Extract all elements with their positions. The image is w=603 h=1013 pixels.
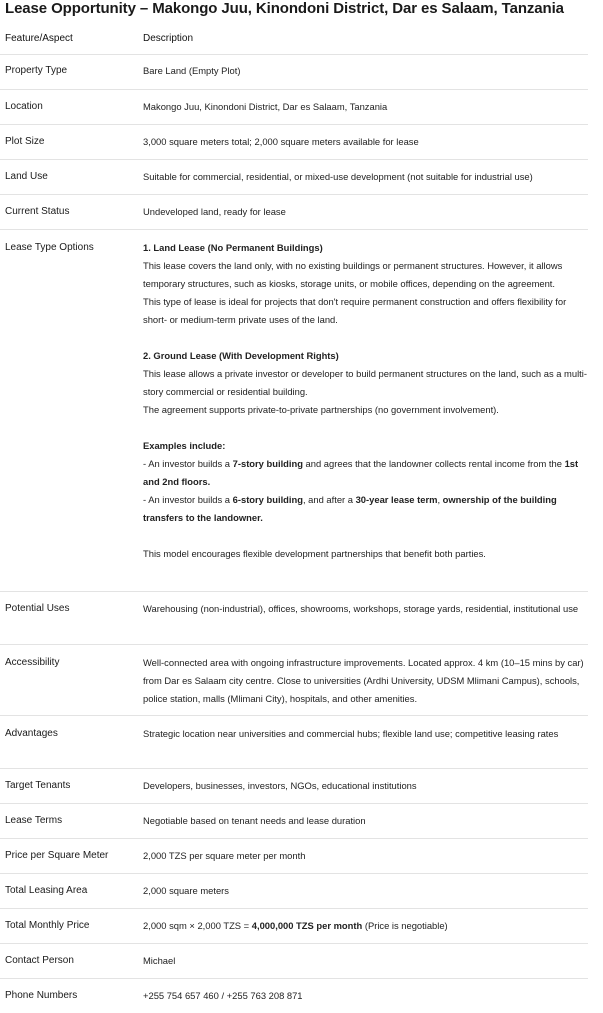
row-value: Michael (143, 955, 176, 966)
row-label: Land Use (5, 171, 48, 182)
header-description: Description (143, 33, 194, 44)
row-label: Lease Terms (5, 815, 63, 826)
row-label: Price per Square Meter (5, 850, 109, 861)
header-feature: Feature/Aspect (5, 33, 73, 44)
table-row-accessibility (0, 645, 588, 716)
option2-paragraph-2: The agreement supports private-to-private partnerships (no government involvement). (143, 404, 499, 415)
row-label: Accessibility (5, 657, 60, 668)
option1-paragraph-2: This type of lease is ideal for projects that don't require permanent construction and offers flexibility for short- or medium-term private uses of the land. (143, 296, 567, 325)
table-row-target-tenants (0, 769, 588, 804)
table-row-contact-person (0, 944, 588, 979)
row-value: Warehousing (non-industrial), offices, showrooms, workshops, storage yards, residential, institutional use (143, 603, 579, 614)
option1-title: 1. Land Lease (No Permanent Buildings) (143, 242, 323, 253)
row-value: Bare Land (Empty Plot) (143, 65, 241, 76)
table-row-total-area (0, 874, 588, 909)
option2-title: 2. Ground Lease (With Development Rights) (143, 350, 339, 361)
row-label: Plot Size (5, 136, 45, 147)
table-row-lease-type-options (0, 230, 588, 592)
example-2: - An investor builds a 6-story building, and after a 30-year lease term, ownership of the building transfers to the landowner. (143, 494, 557, 523)
row-value: Well-connected area with ongoing infrastructure improvements. Located approx. 4 km (10–15 mins by car) from Dar es Salaam city centre. Close to universities (Ardhi University, UDSM Mlimani Campus), schools, police station, malls (Mlimani City), hospitals, and other amenities. (143, 657, 584, 704)
examples-title: Examples include: (143, 440, 226, 451)
row-value: Suitable for commercial, residential, or mixed-use development (not suitable for industrial use) (143, 171, 533, 182)
table-header-row (0, 21, 588, 55)
table-row-current-status (0, 195, 588, 230)
row-value: 2,000 TZS per square meter per month (143, 850, 306, 861)
table-row-property-type (0, 55, 588, 90)
table-row-plot-size (0, 125, 588, 160)
row-label: Lease Type Options (5, 242, 94, 253)
table-row-price-per-sqm (0, 839, 588, 874)
table-row-advantages (0, 716, 588, 769)
table-row-location (0, 90, 588, 125)
row-label: Current Status (5, 206, 70, 217)
table-row-lease-terms (0, 804, 588, 839)
row-value: Negotiable based on tenant needs and lease duration (143, 815, 366, 826)
page-title: Lease Opportunity – Makongo Juu, Kinondoni District, Dar es Salaam, Tanzania (5, 0, 564, 17)
table-row-potential-uses (0, 592, 588, 645)
row-label: Total Leasing Area (5, 885, 88, 896)
row-label: Contact Person (5, 955, 74, 966)
closing-note: This model encourages flexible development partnerships that benefit both parties. (143, 548, 486, 559)
row-label: Potential Uses (5, 603, 70, 614)
row-label: Total Monthly Price (5, 920, 90, 931)
row-value: +255 754 657 460 / +255 763 208 871 (143, 990, 303, 1001)
lease-options-description (143, 239, 588, 563)
option1-paragraph-1: This lease covers the land only, with no existing buildings or permanent structures. However, it allows temporary structures, such as kiosks, storage units, or mobile offices, depending on the agreement. (143, 260, 563, 289)
table-row-phone-numbers (0, 979, 588, 1013)
row-value: 2,000 square meters (143, 885, 229, 896)
table-row-land-use (0, 160, 588, 195)
row-label: Phone Numbers (5, 990, 78, 1001)
row-label: Location (5, 101, 43, 112)
example-1: - An investor builds a 7-story building and agrees that the landowner collects rental income from the 1st and 2nd floors. (143, 458, 579, 487)
lease-table (0, 21, 588, 1013)
table-row-total-monthly-price (0, 909, 588, 944)
row-label: Advantages (5, 728, 58, 739)
row-value: Developers, businesses, investors, NGOs, educational institutions (143, 780, 417, 791)
row-value: 2,000 sqm × 2,000 TZS = 4,000,000 TZS per month (Price is negotiable) (143, 920, 448, 931)
row-value: Makongo Juu, Kinondoni District, Dar es Salaam, Tanzania (143, 101, 388, 112)
row-label: Property Type (5, 65, 68, 76)
row-label: Target Tenants (5, 780, 71, 791)
row-value: Strategic location near universities and commercial hubs; flexible land use; competitive leasing rates (143, 728, 559, 739)
row-value: 3,000 square meters total; 2,000 square meters available for lease (143, 136, 419, 147)
option2-paragraph-1: This lease allows a private investor or developer to build permanent structures on the land, such as a multi-story commercial or residential building. (143, 368, 587, 397)
row-value: Undeveloped land, ready for lease (143, 206, 286, 217)
